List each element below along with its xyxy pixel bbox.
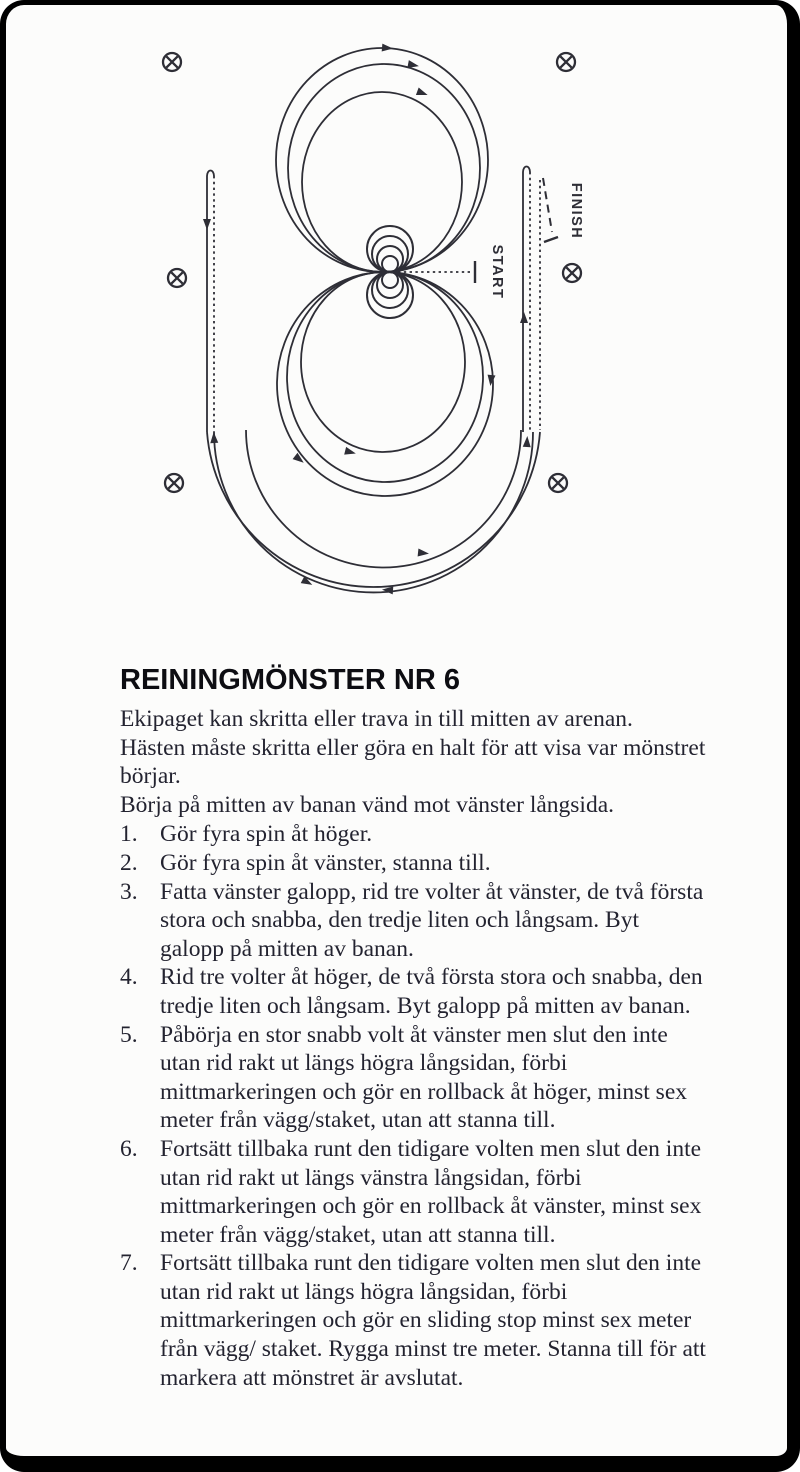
step-text: Påbörja en stor snabb volt åt vänster men slut den inte utan rid rakt ut längs högra långsidan, förbi mittmarkeringen och gör en rollback åt höger, minst sex meter från vägg/staket, utan att stanna till.: [160, 1021, 688, 1134]
page-title: REININGMÖNSTER NR 6: [120, 664, 460, 696]
step-text: Gör fyra spin åt höger.: [160, 821, 373, 848]
step-text: Fortsätt tillbaka runt den tidigare volten men slut den inte utan rid rakt ut längs högra långsidan, förbi mittmarkeringen och gör en sliding stop minst sex meter från vägg/ staket. Rygga minst tre meter. Stanna till för att markera att mönstret är avslutat.: [160, 1250, 706, 1391]
intro-paragraphs: [120, 705, 708, 819]
step-number: 3.: [120, 878, 138, 905]
list-item: [120, 1249, 708, 1392]
finish-line: [543, 178, 558, 242]
left-rundown-track: [207, 171, 214, 433]
step-number: 2.: [120, 849, 138, 876]
finish-label: FINISH: [568, 182, 584, 240]
list-item: [120, 820, 708, 849]
step-text: Gör fyra spin åt vänster, stanna till.: [160, 849, 491, 876]
reining-pattern-diagram: [0, 0, 800, 660]
intro-line: Hästen måste skritta eller göra en halt för att visa var mönstret börjar.: [120, 734, 706, 790]
step-text: Fatta vänster galopp, rid tre volter åt vänster, de två första stora och snabba, den tredje liten och långsam. Byt galopp på mitten av banan.: [160, 878, 704, 962]
start-line: [398, 261, 475, 283]
instructions-section: [120, 663, 708, 1392]
list-item: [120, 963, 708, 1020]
direction-arrows: [203, 44, 531, 595]
intro-line: Börja på mitten av banan vänd mot vänster långsida.: [120, 791, 615, 818]
start-label: START: [489, 244, 505, 300]
step-number: 4.: [120, 964, 138, 991]
step-text: Fortsätt tillbaka runt den tidigare volten men slut den inte utan rid rakt ut längs vänstra långsidan, förbi mittmarkeringen och gör en rollback åt vänster, minst sex meter från vägg/staket, utan att stanna till.: [160, 1135, 702, 1248]
list-item: [120, 849, 708, 878]
list-item: [120, 1135, 708, 1249]
step-number: 7.: [120, 1250, 138, 1277]
bottom-end-loops: [207, 430, 540, 592]
intro-line: Ekipaget kan skritta eller trava in till mitten av arenan.: [120, 706, 633, 732]
right-rundown-track: [523, 167, 540, 433]
numbered-steps-list: [120, 820, 708, 1392]
step-number: 5.: [120, 1021, 138, 1048]
step-number: 6.: [120, 1135, 138, 1162]
bottom-circles: [277, 272, 493, 496]
step-text: Rid tre volter åt höger, de två första stora och snabba, den tredje liten och långsam. Byt galopp på mitten av banan.: [160, 964, 703, 1019]
list-item: [120, 878, 708, 964]
list-item: [120, 1021, 708, 1135]
step-number: 1.: [120, 821, 138, 848]
